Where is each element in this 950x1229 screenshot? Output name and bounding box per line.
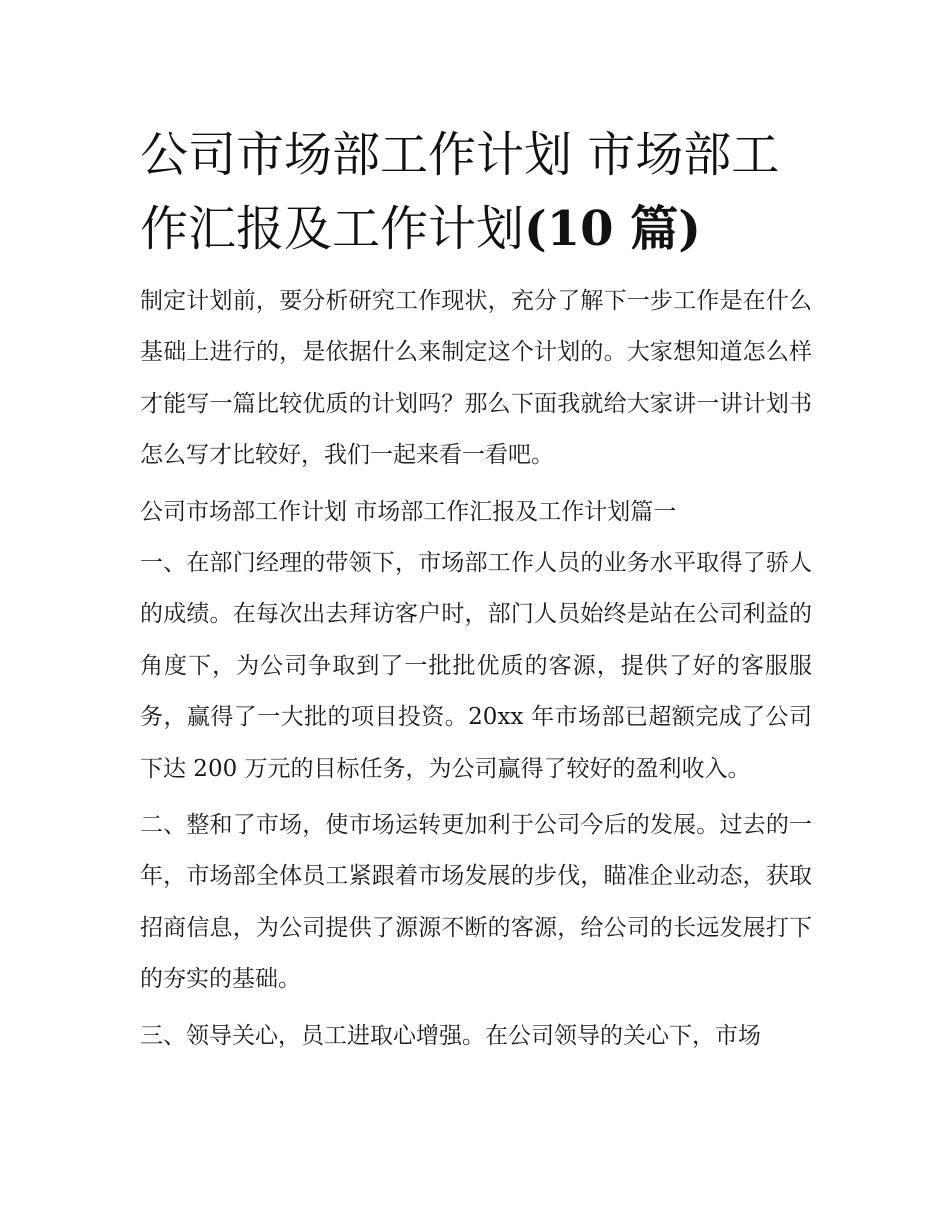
body-paragraph: 三、领导关心，员工进取心增强。在公司领导的关心下，市场	[140, 1022, 761, 1049]
document-page	[140, 118, 812, 1067]
document-title	[140, 118, 812, 266]
title-main: 公司市场部工作计划 市场部工作汇报及工作计划	[140, 127, 780, 257]
title-suffix: (10 篇)	[524, 201, 701, 257]
body-paragraph: 一、在部门经理的带领下，市场部工作人员的业务水平取得了骄人的成绩。在每次出去拜访客户时，部门人员始终是站在公司利益的角度下，为公司争取到了一批批优质的客源，提供了好的客服服务，赢得了一大批的项目投资。20xx 年市场部已超额完成了公司下达 200 万元的目标任务，为公司赢得了较好的盈利收入。	[140, 550, 812, 782]
document-body	[140, 276, 812, 1062]
intro-paragraph: 制定计划前，要分析研究工作现状，充分了解下一步工作是在什么基础上进行的，是依据什么来制定这个计划的。大家想知道怎么样才能写一篇比较优质的计划吗？那么下面我就给大家讲一讲计划书怎么写才比较好，我们一起来看一看吧。	[140, 288, 812, 469]
body-paragraph: 二、整和了市场，使市场运转更加利于公司今后的发展。过去的一年，市场部全体员工紧跟着市场发展的步伐，瞄准企业动态，获取招商信息，为公司提供了源源不断的客源，给公司的长远发展打下的夯实的基础。	[140, 812, 812, 993]
section-heading: 公司市场部工作计划 市场部工作汇报及工作计划篇一	[140, 498, 677, 525]
